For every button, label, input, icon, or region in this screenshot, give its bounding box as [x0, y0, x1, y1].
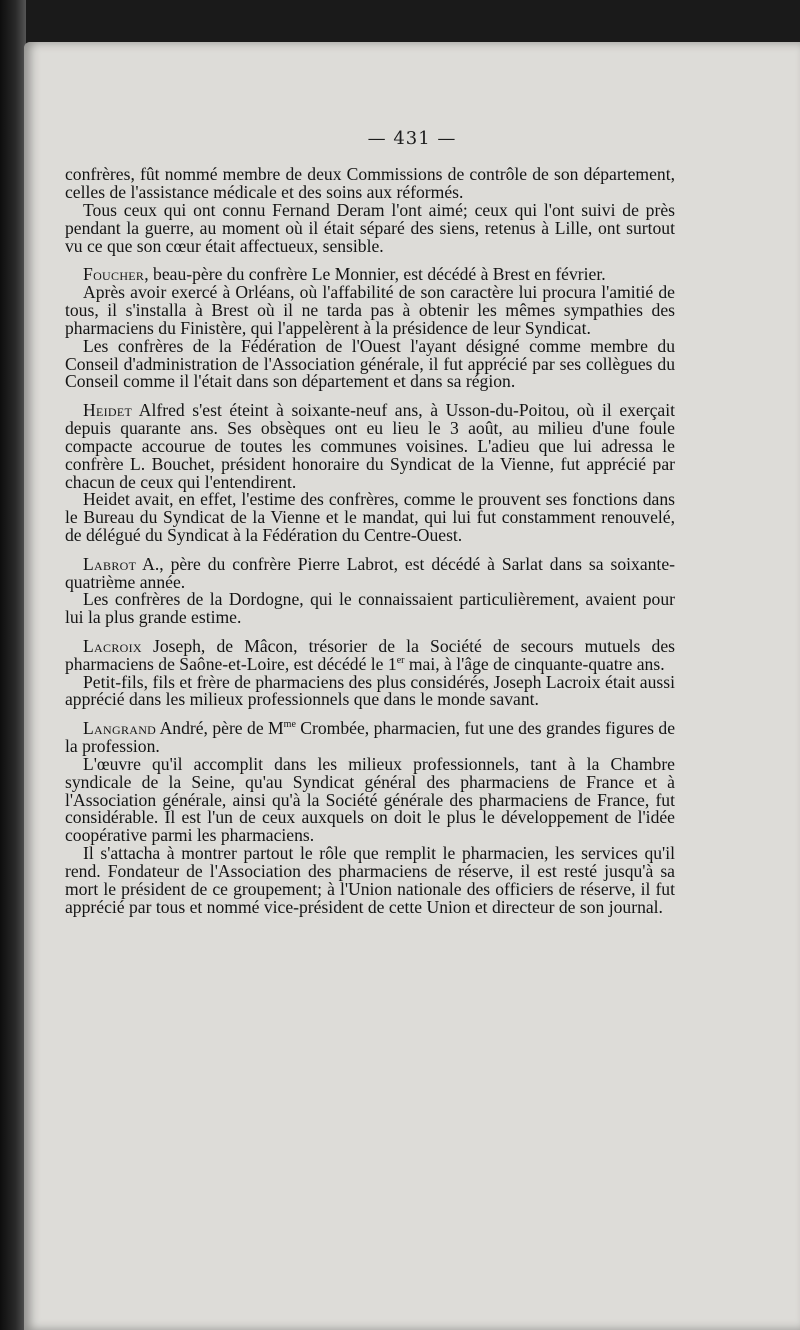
paragraph-deram: Tous ceux qui ont connu Fernand Deram l'ont aimé; ceux qui l'ont suivi de près pendant la guerre, au moment où il était séparé des siens, retenus à Lille, ont surtout vu ce que son cœur était affectueux, sensible. [65, 199, 675, 256]
paragraph: Après avoir exercé à Orléans, où l'affabilité de son caractère lui procura l'amitié de tous, il s'installa à Brest où il ne tarda pas à obtenir les mêmes sympathies des pharmaciens du Finistère, qui l'appelèrent à la présidence de leur Syndicat. [65, 281, 675, 338]
obituary-entry-heidet: Heidet Alfred s'est éteint à soixante-neuf ans, à Usson-du-Poitou, où il exerçait depuis quarante ans. Ses obsèques ont eu lieu le 3 août, au milieu d'une foule compacte accourue de toutes les communes voisines. L'adieu que lui adressa le confrère L. Bouchet, président honoraire du Syndicat de la Vienne, fut apprécié par chacun de ceux qui l'entendirent. [65, 399, 675, 492]
paragraph: Les confrères de la Fédération de l'Ouest l'ayant désigné comme membre du Conseil d'administration de l'Association générale, il fut apprécié par ses collègues du Conseil comme il l'était dans son département et dans sa région. [65, 335, 675, 392]
paragraph: Petit-fils, fils et frère de pharmaciens des plus considérés, Joseph Lacroix était aussi apprécié dans les milieux professionnels que dans le monde savant. [65, 671, 675, 710]
page-body [65, 166, 675, 917]
obituary-name: Heidet [83, 399, 133, 420]
book-page [24, 42, 800, 1330]
obituary-name: Lacroix [83, 635, 142, 656]
obituary-entry-lacroix: Lacroix Joseph, de Mâcon, trésorier de la Société de secours mutuels des pharmaciens de Saône-et-Loire, est décédé le 1er mai, à l'âge de cinquante-quatre ans. [65, 635, 675, 674]
paragraph: Heidet avait, en effet, l'estime des confrères, comme le prouvent ses fonctions dans le Bureau du Syndicat de la Vienne et le mandat, qui lui fut constamment renouvelé, de délégué du Syndicat à la Fédération du Centre-Ouest. [65, 489, 675, 546]
obituary-entry-langrand: Langrand André, père de $M^{me}$ Crombée, pharmacien, fut une des grandes figures de la profession. [65, 717, 675, 756]
obituary-name: Langrand [83, 717, 157, 738]
paragraph-continuation: confrères, fût nommé membre de deux Commissions de contrôle de son département, celles de l'assistance médicale et des soins aux réformés. [65, 164, 675, 202]
book-spine-shadow [0, 0, 26, 1330]
page-number: — 431 — [367, 128, 457, 149]
paragraph: Les confrères de la Dordogne, qui le connaissaient particulièrement, avaient pour lui la plus grande estime. [65, 589, 675, 628]
obituary-name: Labrot [83, 553, 137, 574]
paragraph: Il s'attacha à montrer partout le rôle que remplit le pharmacien, les services qu'il rend. Fondateur de l'Association des pharmaciens de réserve, il est resté jusqu'à sa mort le président de ce groupement; à l'Union nationale des officiers de réserve, il fut apprécié par tous et nommé vice-président de cette Union et directeur de son journal. [65, 843, 675, 917]
obituary-entry-foucher: Foucher, beau-père du confrère Le Monnier, est décédé à Brest en février. [83, 264, 606, 285]
paragraph: L'œuvre qu'il accomplit dans les milieux professionnels, tant à la Chambre syndicale de la Seine, qu'au Syndicat général des pharmaciens de France et à l'Association générale, ainsi qu'à la Société générale des pharmaciens de France, fut considérable. Il est l'un de ceux auxquels on doit le plus le développement de l'idée coopérative parmi les pharmaciens. [65, 753, 675, 846]
obituary-name: Foucher [83, 264, 145, 285]
obituary-entry-labrot: Labrot A., père du confrère Pierre Labrot, est décédé à Sarlat dans sa soixante-quatrième année. [65, 553, 675, 592]
